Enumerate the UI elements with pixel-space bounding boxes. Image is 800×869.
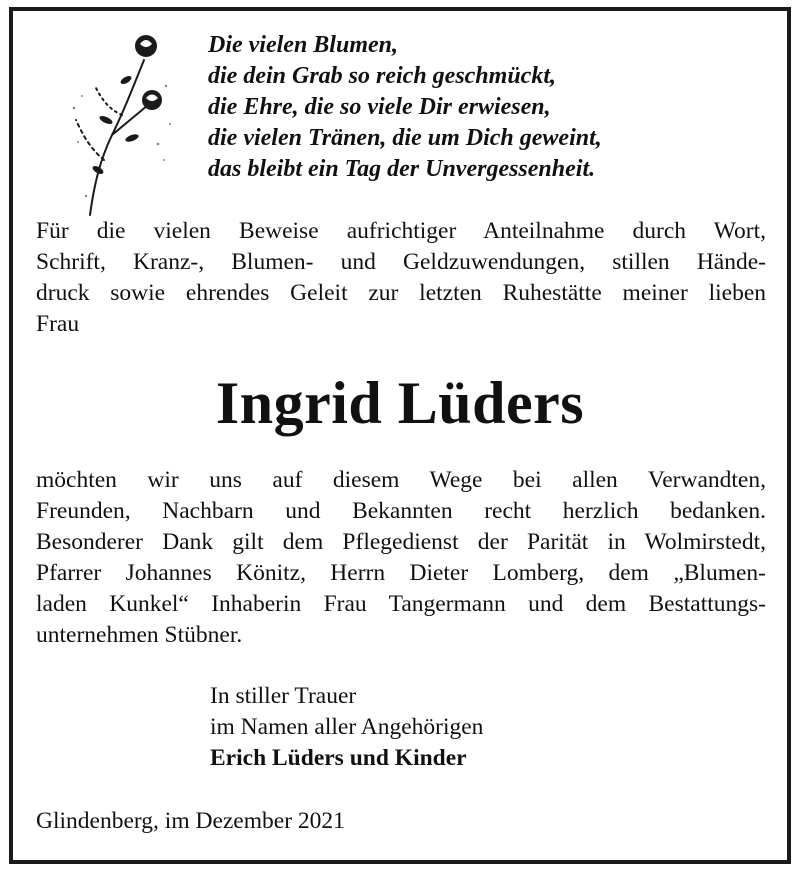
thanks-line: Pfarrer Johannes Könitz, Herrn Dieter Lomberg, dem „Blumen-	[36, 560, 766, 586]
thanks-line: Besonderer Dank gilt dem Pflegedienst der Parität in Wolmirstedt,	[36, 529, 766, 555]
closing-line: In stiller Trauer	[210, 683, 357, 709]
deceased-name: Ingrid Lüders	[215, 370, 585, 436]
poem-line: die dein Grab so reich geschmückt,	[208, 63, 556, 89]
intro-line: Schrift, Kranz-, Blumen- und Geldzuwendungen, stillen Hände-	[36, 249, 766, 275]
place-date: Glindenberg, im Dezember 2021	[36, 808, 345, 834]
poem-line: Die vielen Blumen,	[208, 32, 398, 58]
intro-paragraph	[36, 216, 766, 340]
poem-line: die vielen Tränen, die um Dich geweint,	[208, 125, 602, 151]
thanks-line: laden Kunkel“ Inhaberin Frau Tangermann und dem Bestattungs-	[36, 591, 766, 617]
poem	[208, 30, 602, 185]
intro-line: Für die vielen Beweise aufrichtiger Anteilnahme durch Wort,	[36, 218, 766, 244]
poem-line: die Ehre, die so viele Dir erwiesen,	[208, 94, 551, 120]
closing-block	[210, 681, 483, 774]
thanks-line: möchten wir uns auf diesem Wege bei allen Verwandten,	[36, 467, 766, 493]
thanks-line: unternehmen Stübner.	[36, 622, 243, 648]
signer-name: Erich Lüders und Kinder	[210, 745, 467, 771]
closing-line: im Namen aller Angehörigen	[210, 714, 484, 740]
rose-icon	[62, 20, 182, 220]
thanks-line: Freunden, Nachbarn und Bekannten recht herzlich bedanken.	[36, 498, 766, 524]
intro-line: druck sowie ehrendes Geleit zur letzten Ruhestätte meiner lieben	[36, 280, 766, 306]
intro-line: Frau	[36, 311, 80, 337]
poem-line: das bleibt ein Tag der Unvergessenheit.	[208, 156, 596, 182]
thanks-paragraph	[36, 465, 766, 651]
